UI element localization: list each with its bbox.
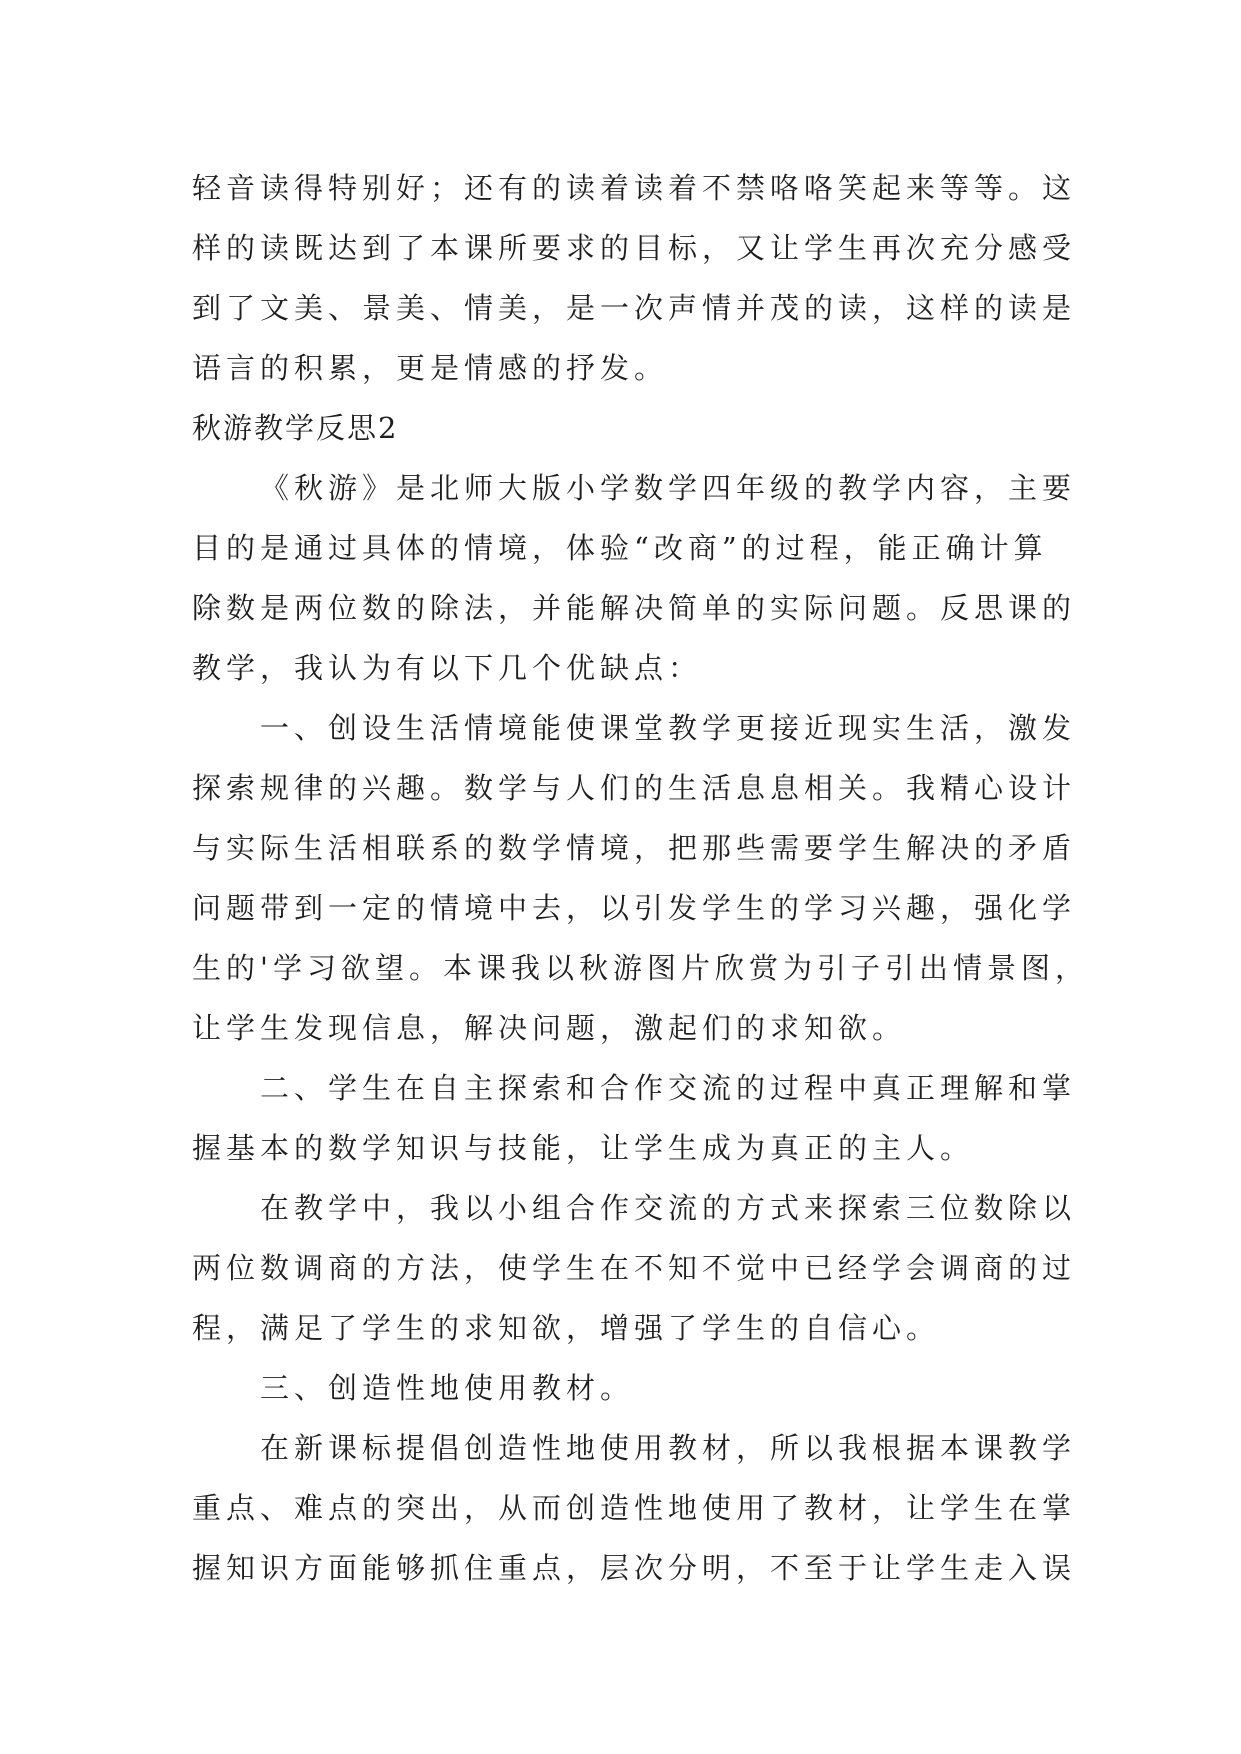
text-line: 在新课标提倡创造性地使用教材，所以我根据本课教学 [260,1431,1077,1465]
paragraph-3 [192,1058,1077,1178]
text-line: 问题带到一定的情境中去，以引发学生的学习兴趣，强化学 [192,891,1077,925]
paragraph-6 [192,1418,1077,1598]
text-line: 轻音读得特别好；还有的读着读着不禁咯咯笑起来等等。这 [192,171,1077,205]
text-line: 与实际生活相联系的数学情境，把那些需要学生解决的矛盾 [192,831,1077,865]
text-line: 教学，我认为有以下几个优缺点： [192,651,703,685]
text-line: 重点、难点的突出，从而创造性地使用了教材，让学生在掌 [192,1491,1077,1525]
text-line: 到了文美、景美、情美，是一次声情并茂的读，这样的读是 [192,291,1077,325]
text-line: 在教学中，我以小组合作交流的方式来探索三位数除以 [260,1191,1077,1225]
text-line: 样的读既达到了本课所要求的目标，又让学生再次充分感受 [192,231,1077,265]
text-line: 目的是通过具体的情境，体验“改商”的过程，能正确计算 [192,531,1048,565]
paragraph-2 [192,698,1089,1058]
text-line: 《秋游》是北师大版小学数学四年级的教学内容，主要 [260,471,1077,505]
text-line: 二、学生在自主探索和合作交流的过程中真正理解和掌 [260,1071,1077,1105]
text-line: 语言的积累，更是情感的抒发。 [192,351,669,385]
text-line: 一、创设生活情境能使课堂教学更接近现实生活，激发 [260,711,1077,745]
section-title: 秋游教学反思2 [192,411,399,445]
text-line: 握基本的数学知识与技能，让学生成为真正的主人。 [192,1131,975,1165]
paragraph-5 [192,1358,1052,1418]
text-line: 探索规律的兴趣。数学与人们的生活息息相关。我精心设计 [192,771,1077,805]
text-line: 三、创造性地使用教材。 [260,1371,635,1405]
text-line: 让学生发现信息，解决问题，激起们的求知欲。 [192,1011,907,1045]
paragraph-4 [192,1178,1077,1358]
text-line: 握知识方面能够抓住重点，层次分明，不至于让学生走入误 [192,1551,1077,1585]
text-line: 除数是两位数的除法，并能解决简单的实际问题。反思课的 [192,591,1077,625]
paragraph-1 [192,458,1077,698]
text-line: 生的'学习欲望。本课我以秋游图片欣赏为引子引出情景图， [192,951,1089,985]
document-body [192,158,1089,1598]
intro-paragraph [192,158,1077,398]
text-line: 两位数调商的方法，使学生在不知不觉中已经学会调商的过 [192,1251,1077,1285]
text-line: 程，满足了学生的求知欲，增强了学生的自信心。 [192,1311,941,1345]
